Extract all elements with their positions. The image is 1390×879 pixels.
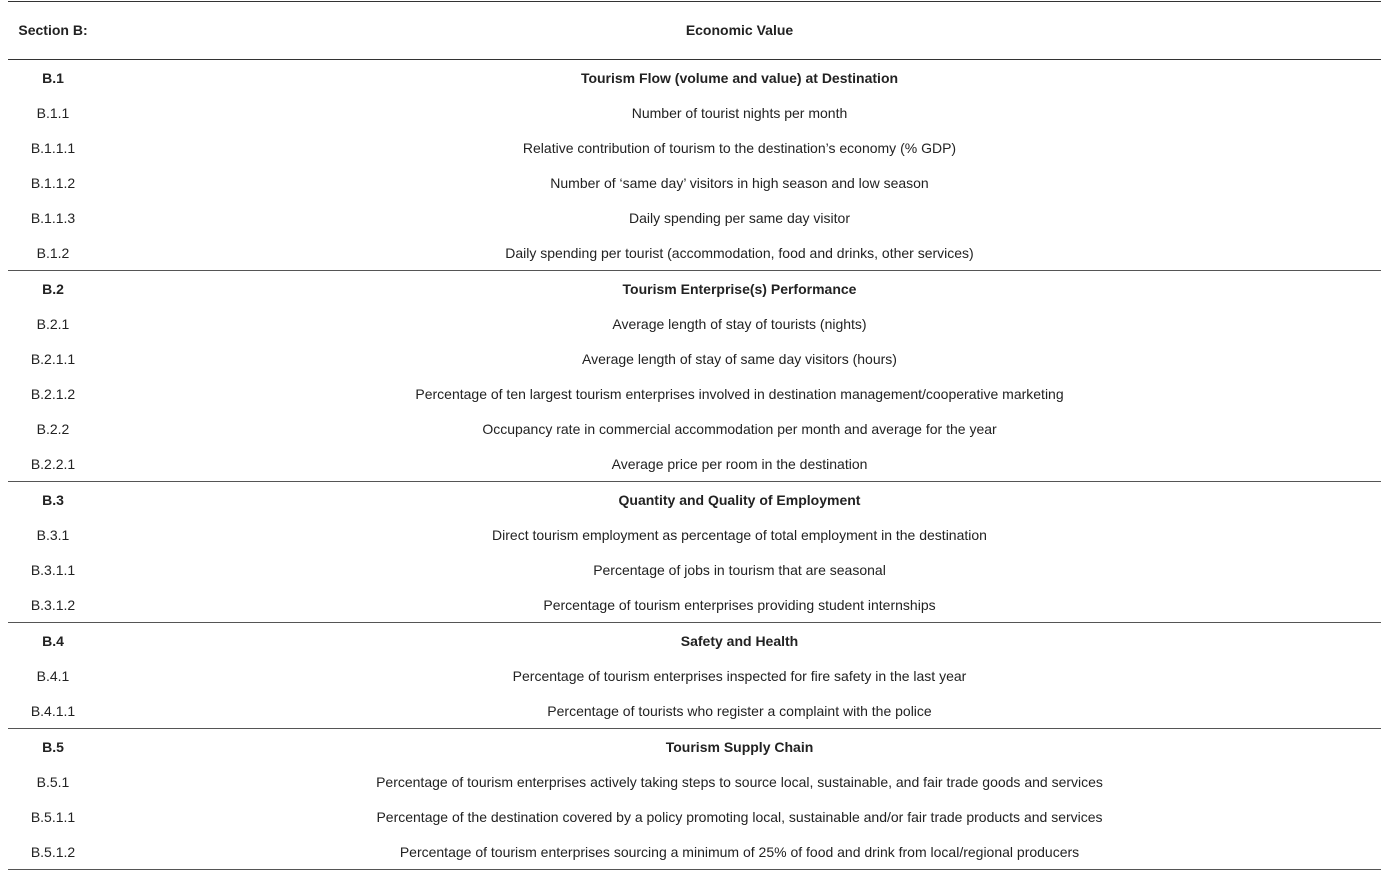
indicator-id: B.5.1.2 (8, 834, 98, 870)
table-row (8, 693, 1381, 729)
table-row (8, 235, 1381, 271)
indicator-id: B.3.1 (36, 526, 70, 543)
table-row (8, 658, 1381, 693)
section-row (8, 729, 1381, 765)
indicator-id: B.1.2 (36, 244, 70, 261)
table-row (8, 306, 1381, 341)
indicator-id: B.2.1.1 (30, 350, 76, 367)
indicator-text: Relative contribution of tourism to the destination’s economy (% GDP) (522, 139, 957, 156)
section-title: Tourism Enterprise(s) Performance (98, 271, 1381, 307)
indicator-text: Percentage of tourism enterprises sourcing a minimum of 25% of food and drink from local/regional producers (98, 834, 1381, 870)
indicator-text: Occupancy rate in commercial accommodation per month and average for the year (482, 420, 997, 437)
section-id: B.2 (8, 271, 98, 307)
indicator-id: B.2.1 (36, 315, 70, 332)
indicator-id: B.3.1.2 (30, 596, 76, 613)
indicator-id: B.1.1.2 (30, 174, 76, 191)
table-row (8, 799, 1381, 834)
table-row (8, 341, 1381, 376)
indicator-id: B.2.2 (36, 420, 70, 437)
table-header (8, 2, 1381, 60)
section-row (8, 60, 1381, 96)
indicator-text: Percentage of tourists who register a complaint with the police (547, 702, 932, 719)
section-id: B.5 (8, 729, 98, 765)
indicator-text: Direct tourism employment as percentage of total employment in the destination (492, 526, 987, 543)
table-row (8, 130, 1381, 165)
table-row (8, 95, 1381, 130)
indicator-text: Percentage of ten largest tourism enterprises involved in destination management/cooperative marketing (415, 385, 1064, 402)
indicator-text: Average price per room in the destination (611, 455, 868, 472)
table-row (8, 552, 1381, 587)
indicator-id: B.4.1 (36, 667, 70, 684)
indicator-text: Daily spending per tourist (accommodation, food and drinks, other services) (505, 244, 974, 261)
header-economic-value: Economic Value (98, 2, 1381, 60)
section-title: Safety and Health (98, 623, 1381, 659)
indicator-id: B.5.1 (36, 773, 70, 790)
indicator-id: B.1.1.3 (30, 209, 76, 226)
section-row (8, 271, 1381, 307)
table-row (8, 376, 1381, 411)
section-id: B.1 (42, 69, 64, 86)
table-row (8, 200, 1381, 235)
table-row (8, 517, 1381, 552)
indicator-table-container (8, 1, 1381, 870)
indicator-id: B.2.2.1 (30, 455, 76, 472)
indicator-id: B.4.1.1 (30, 702, 76, 719)
indicator-text: Number of ‘same day’ visitors in high season and low season (550, 174, 929, 191)
table-row (8, 764, 1381, 799)
section-title: Tourism Flow (volume and value) at Destination (580, 69, 899, 86)
table-row (8, 587, 1381, 623)
indicator-id: B.3.1.1 (30, 561, 76, 578)
indicator-text: Number of tourist nights per month (631, 104, 848, 121)
indicator-text: Percentage of tourism enterprises actively taking steps to source local, sustainable, and fair trade goods and services (376, 773, 1103, 790)
section-title: Tourism Supply Chain (98, 729, 1381, 765)
indicator-text: Average length of stay of tourists (nights) (612, 315, 867, 332)
table-row (8, 834, 1381, 870)
indicator-id: B.2.1.2 (30, 385, 76, 402)
indicator-text: Percentage of tourism enterprises inspected for fire safety in the last year (512, 667, 967, 684)
section-row (8, 623, 1381, 659)
indicator-id: B.1.1 (36, 104, 70, 121)
section-row (8, 482, 1381, 518)
indicator-id: B.5.1.1 (30, 808, 76, 825)
section-title: Quantity and Quality of Employment (98, 482, 1381, 518)
indicator-text: Percentage of jobs in tourism that are seasonal (593, 561, 886, 578)
economic-value-table (8, 1, 1381, 870)
indicator-id: B.1.1.1 (30, 139, 76, 156)
header-row (8, 2, 1381, 60)
table-body (8, 60, 1381, 870)
indicator-text: Daily spending per same day visitor (629, 209, 850, 226)
indicator-text: Average length of stay of same day visitors (hours) (582, 350, 897, 367)
table-row (8, 165, 1381, 200)
table-row (8, 446, 1381, 482)
section-id: B.4 (8, 623, 98, 659)
table-row (8, 411, 1381, 446)
header-section: Section B: (8, 2, 98, 60)
section-id: B.3 (8, 482, 98, 518)
indicator-text: Percentage of tourism enterprises providing student internships (543, 596, 936, 613)
indicator-text: Percentage of the destination covered by a policy promoting local, sustainable and/or fair trade products and services (376, 808, 1103, 825)
